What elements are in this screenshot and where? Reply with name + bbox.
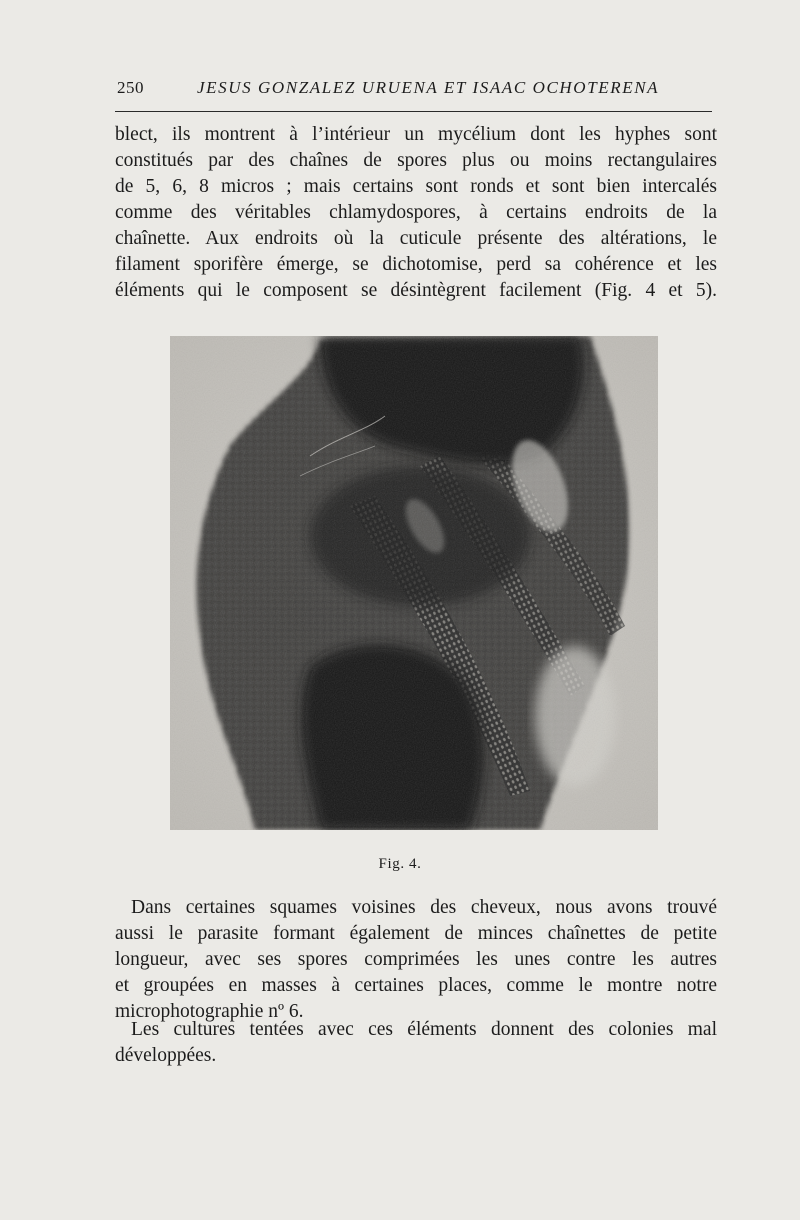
paragraph-1	[115, 122, 717, 304]
text-line: Les cultures tentées avec ces éléments donnent des colonies mal	[131, 1019, 717, 1040]
running-head	[115, 78, 715, 106]
header-rule	[115, 111, 712, 112]
text-line: comme des véritables chlamydospores, à certains endroits de la	[115, 202, 717, 223]
text-line: blect, ils montrent à l’intérieur un mycélium dont les hyphes sont	[115, 124, 717, 145]
paragraph-2	[115, 895, 717, 1025]
text-line: chaînette. Aux endroits où la cuticule présente des altérations, le	[115, 228, 717, 249]
paragraph-3	[115, 1017, 717, 1069]
text-line: constitués par des chaînes de spores plus ou moins rectangulaires	[115, 150, 717, 171]
text-line: de 5, 6, 8 micros ; mais certains sont ronds et sont bien intercalés	[115, 176, 717, 197]
text-line: et groupées en masses à certaines places, comme le montre notre	[115, 975, 717, 996]
text-line: éléments qui le composent se désintègrent facilement (Fig. 4 et 5).	[115, 280, 717, 301]
text-line: filament sporifère émerge, se dichotomise, perd sa cohérence et les	[115, 254, 717, 275]
text-line: Dans certaines squames voisines des cheveux, nous avons trouvé	[131, 897, 717, 918]
running-title: JESUS GONZALEZ URUENA ET ISAAC OCHOTERENA	[197, 78, 660, 97]
micrograph-figure	[170, 336, 658, 830]
text-line: microphotographie nº 6.	[115, 1001, 304, 1022]
text-line: développées.	[115, 1045, 217, 1066]
figure-caption: Fig. 4.	[378, 856, 422, 872]
text-line: longueur, avec ses spores comprimées les unes contre les autres	[115, 949, 717, 970]
text-line: aussi le parasite formant également de minces chaînettes de petite	[115, 923, 717, 944]
page-number: 250	[117, 78, 144, 97]
micrograph-image	[170, 336, 658, 830]
